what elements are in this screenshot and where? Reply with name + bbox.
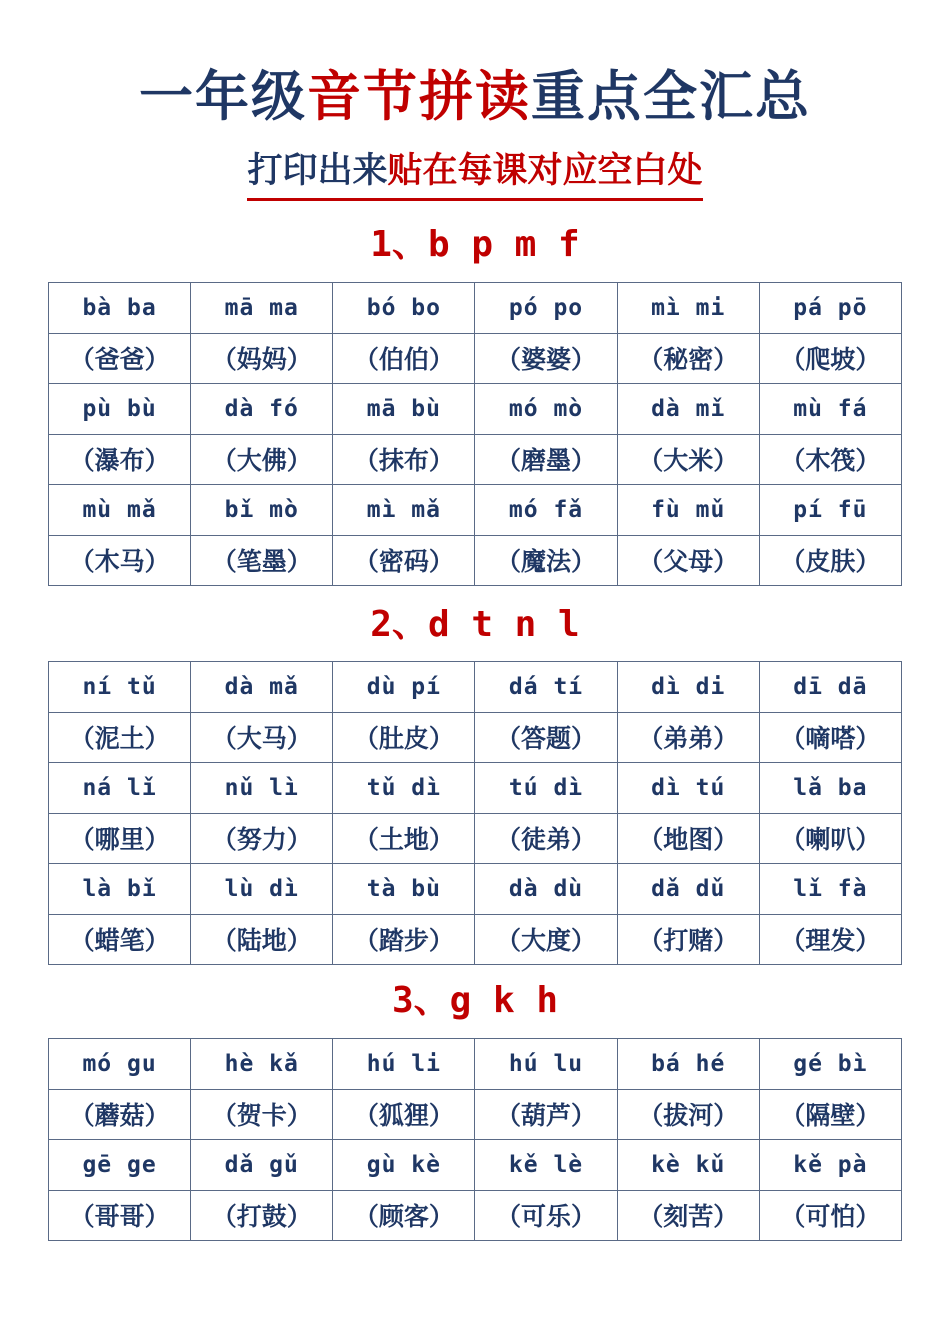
hanzi-cell: （陆地） — [191, 914, 333, 965]
section-heading-gkh: 3、g k h — [391, 980, 559, 1021]
hanzi-row — [49, 712, 902, 763]
hanzi-cell: （伯伯） — [333, 333, 475, 384]
subtitle-part-2: 贴在每课对应空白处 — [387, 151, 703, 191]
hanzi-cell: （打鼓） — [191, 1190, 333, 1241]
pinyin-cell: dǎ gǔ — [191, 1140, 333, 1191]
hanzi-cell: （大米） — [617, 434, 759, 485]
hanzi-cell: （瀑布） — [49, 434, 191, 485]
pinyin-cell: gù kè — [333, 1140, 475, 1191]
hanzi-cell: （弟弟） — [617, 712, 759, 763]
hanzi-cell: （哪里） — [49, 813, 191, 864]
pinyin-cell: dà dù — [475, 864, 617, 915]
hanzi-cell: （笔墨） — [191, 535, 333, 586]
hanzi-cell: （刻苦） — [617, 1190, 759, 1241]
hanzi-cell: （顾客） — [333, 1190, 475, 1241]
hanzi-cell: （秘密） — [617, 333, 759, 384]
pinyin-cell: mì mǎ — [333, 485, 475, 536]
pinyin-cell: hè kǎ — [191, 1039, 333, 1090]
hanzi-cell: （妈妈） — [191, 333, 333, 384]
hanzi-cell: （嘀嗒） — [759, 712, 901, 763]
hanzi-cell: （大度） — [475, 914, 617, 965]
hanzi-cell: （土地） — [333, 813, 475, 864]
hanzi-cell: （皮肤） — [759, 535, 901, 586]
pinyin-row — [49, 485, 902, 536]
hanzi-cell: （爬坡） — [759, 333, 901, 384]
pinyin-row — [49, 384, 902, 435]
syllable-table-gkh — [48, 1038, 902, 1241]
hanzi-cell: （隔壁） — [759, 1089, 901, 1140]
pinyin-cell: fù mǔ — [617, 485, 759, 536]
pinyin-cell: mù mǎ — [49, 485, 191, 536]
pinyin-cell: mì mi — [617, 283, 759, 334]
pinyin-cell: gē ge — [49, 1140, 191, 1191]
hanzi-row — [49, 1089, 902, 1140]
hanzi-cell: （狐狸） — [333, 1089, 475, 1140]
hanzi-cell: （魔法） — [475, 535, 617, 586]
hanzi-cell: （大佛） — [191, 434, 333, 485]
hanzi-cell: （打赌） — [617, 914, 759, 965]
pinyin-cell: bá hé — [617, 1039, 759, 1090]
pinyin-cell: dǎ dǔ — [617, 864, 759, 915]
pinyin-row — [49, 1140, 902, 1191]
pinyin-cell: tú dì — [475, 763, 617, 814]
pinyin-cell: mó gu — [49, 1039, 191, 1090]
hanzi-cell: （徒弟） — [475, 813, 617, 864]
pinyin-cell: pó po — [475, 283, 617, 334]
pinyin-cell: bà ba — [49, 283, 191, 334]
hanzi-cell: （密码） — [333, 535, 475, 586]
hanzi-cell: （蘑菇） — [49, 1089, 191, 1140]
pinyin-cell: dì tú — [617, 763, 759, 814]
pinyin-cell: tà bù — [333, 864, 475, 915]
pinyin-cell: hú li — [333, 1039, 475, 1090]
pinyin-cell: dá tí — [475, 662, 617, 713]
subtitle-part-1: 打印出来 — [247, 151, 388, 191]
pinyin-row — [49, 283, 902, 334]
hanzi-cell: （喇叭） — [759, 813, 901, 864]
page-subtitle — [0, 145, 950, 201]
title-part-2: 音节拼读 — [307, 65, 531, 128]
hanzi-cell: （努力） — [191, 813, 333, 864]
pinyin-cell: dà mǐ — [617, 384, 759, 435]
hanzi-cell: （爸爸） — [49, 333, 191, 384]
pinyin-cell: mó mò — [475, 384, 617, 435]
hanzi-row — [49, 813, 902, 864]
hanzi-cell: （贺卡） — [191, 1089, 333, 1140]
pinyin-cell: kě pà — [759, 1140, 901, 1191]
page-title — [0, 62, 950, 132]
syllable-table-bpmf — [48, 282, 902, 586]
pinyin-cell: pí fū — [759, 485, 901, 536]
hanzi-cell: （肚皮） — [333, 712, 475, 763]
pinyin-cell: lǐ fà — [759, 864, 901, 915]
pinyin-cell: dà mǎ — [191, 662, 333, 713]
hanzi-cell: （磨墨） — [475, 434, 617, 485]
pinyin-row — [49, 1039, 902, 1090]
pinyin-cell: nǔ lì — [191, 763, 333, 814]
pinyin-cell: tǔ dì — [333, 763, 475, 814]
pinyin-cell: dī dā — [759, 662, 901, 713]
hanzi-cell: （父母） — [617, 535, 759, 586]
pinyin-cell: mā ma — [191, 283, 333, 334]
hanzi-cell: （地图） — [617, 813, 759, 864]
hanzi-row — [49, 1190, 902, 1241]
hanzi-row — [49, 333, 902, 384]
pinyin-cell: bǐ mò — [191, 485, 333, 536]
hanzi-cell: （理发） — [759, 914, 901, 965]
hanzi-row — [49, 535, 902, 586]
pinyin-row — [49, 864, 902, 915]
section-heading-dtnl: 2、d t n l — [370, 604, 580, 645]
pinyin-cell: dà fó — [191, 384, 333, 435]
hanzi-cell: （哥哥） — [49, 1190, 191, 1241]
hanzi-cell: （踏步） — [333, 914, 475, 965]
hanzi-cell: （木筏） — [759, 434, 901, 485]
hanzi-cell: （婆婆） — [475, 333, 617, 384]
pinyin-cell: lù dì — [191, 864, 333, 915]
pinyin-row — [49, 763, 902, 814]
pinyin-cell: pá pō — [759, 283, 901, 334]
pinyin-cell: bó bo — [333, 283, 475, 334]
pinyin-cell: mó fǎ — [475, 485, 617, 536]
title-part-3: 重点全汇总 — [531, 65, 811, 128]
hanzi-cell: （蜡笔） — [49, 914, 191, 965]
hanzi-row — [49, 914, 902, 965]
pinyin-cell: ná lǐ — [49, 763, 191, 814]
hanzi-cell: （答题） — [475, 712, 617, 763]
hanzi-row — [49, 434, 902, 485]
hanzi-cell: （可乐） — [475, 1190, 617, 1241]
syllable-table-dtnl — [48, 661, 902, 965]
hanzi-cell: （泥土） — [49, 712, 191, 763]
pinyin-cell: dù pí — [333, 662, 475, 713]
hanzi-cell: （抹布） — [333, 434, 475, 485]
section-heading-bpmf: 1、b p m f — [370, 224, 580, 265]
pinyin-cell: lǎ ba — [759, 763, 901, 814]
hanzi-cell: （拔河） — [617, 1089, 759, 1140]
pinyin-cell: kě lè — [475, 1140, 617, 1191]
hanzi-cell: （可怕） — [759, 1190, 901, 1241]
pinyin-cell: pù bù — [49, 384, 191, 435]
hanzi-cell: （大马） — [191, 712, 333, 763]
pinyin-cell: gé bì — [759, 1039, 901, 1090]
subtitle-underline — [247, 145, 702, 201]
pinyin-cell: kè kǔ — [617, 1140, 759, 1191]
hanzi-cell: （木马） — [49, 535, 191, 586]
hanzi-cell: （葫芦） — [475, 1089, 617, 1140]
pinyin-cell: mā bù — [333, 384, 475, 435]
pinyin-cell: mù fá — [759, 384, 901, 435]
pinyin-cell: là bǐ — [49, 864, 191, 915]
pinyin-cell: ní tǔ — [49, 662, 191, 713]
pinyin-cell: hú lu — [475, 1039, 617, 1090]
pinyin-row — [49, 662, 902, 713]
title-part-1: 一年级 — [139, 65, 307, 128]
pinyin-cell: dì di — [617, 662, 759, 713]
